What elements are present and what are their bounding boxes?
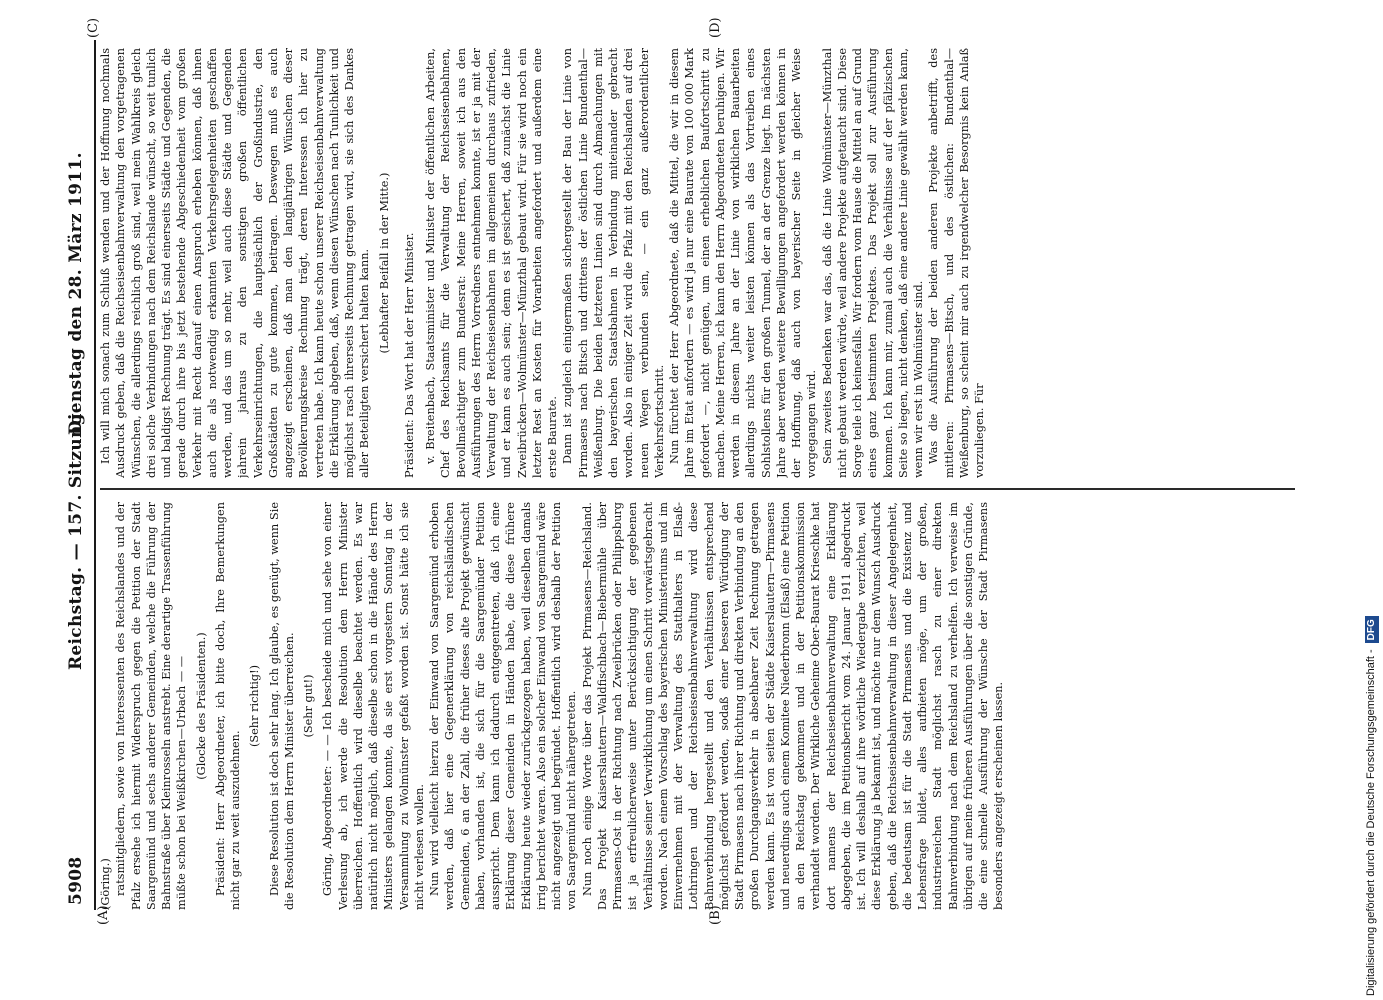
margin-mark-a: (A) [96,905,111,925]
stage-note: (Glocke des Präsidenten.) [194,632,208,780]
paragraph: ratsmitgliedern, sowie von Interessenten des Reichslandes und der Pfalz ersehe ich hiermit Widerspruch gegen die Petition der Stadt Saargemünd und sechs anderer Gemeinden, welche die Führung der Bahnstraße über Kleinrosseln anstrebt. Eine derartige Trassenführung müßte schon bei Weißkirchen—Urbach — — [114,502,189,910]
column-divider [100,489,1295,491]
paragraph: Präsident: Das Wort hat der Herr Minister. [402,232,416,478]
paragraph: Nun fürchtet der Herr Abgeordnete, daß die Mittel, die wir in diesem Jahre im Etat anfordern — es wird ja nur eine Baurate von 100 000 Mark gefordert —, nicht genügen, um einen erheblichen Baufortschritt zu machen. Meine Herren, ich kann den Herrn Abgeordneten beruhigen. Wir werden in diesem Jahre an der Linie von wirklichen Bauarbeiten allerdings nichts weiter leisten können als das Vortreiben eines Sohlstollens für den großen Tunnel, der an der Grenze liegt. Im nächsten Jahre aber werden weitere Bewilligungen angefordert werden können in der Hoffnung, daß auch von bayerischer Seite in gleicher Weise vorgegangen wird. [668,48,819,478]
right-column [98,48,1288,478]
page-number: 5908 [66,856,86,905]
margin-mark-b: (B) [708,905,723,925]
paragraph: Göring, Abgeordneter: — — Ich bescheide mich und sehe von einer Verlesung ab, ich werde die Resolution dem Herrn Minister überreichen. Hoffentlich wird dieselbe beachtet werden. Es war natürlich nicht möglich, daß dieselbe schon in die Hände des Herrn Ministers gelangen konnte, da sie erst vorgestern Sonntag in der Versammlung zu Wolmünster gefaßt worden ist. Sonst hätte ich sie nicht verlesen wollen. [321,502,426,910]
left-column [98,502,1288,910]
stage-note: (Sehr richtig!) [248,664,262,748]
paragraph: Nun noch einige Worte über das Projekt Pirmasens—Reichsland. Das Projekt Kaiserslautern—Waldfischbach—Biebermühle über Pirmasens-Ost in der Richtung nach Zweibrücken oder Philippsburg ist ja erfreulicherweise unter Berücksichtigung der gegebenen Verhältnisse seiner Verwirklichung um einen Schritt vorwärtsgebracht worden. Nach einem Vorschlag des bayerischen Ministeriums und im Einvernehmen mit der Verwaltung des Statthalters in Elsaß-Lothringen und der Reichseisenbahnverwaltung wird diese Bahnverbindung hergestellt und den Verhältnissen entsprechend möglichst gefördert werden, sodaß einer besseren Würdigung der Stadt Pirmasens nach ihrer Richtung und direkten Verbindung an den großen Durchgangsverkehr in absehbarer Zeit Rechnung getragen werden kann. Es ist von seiten der Städte Kaiserslautern—Pirmasens und neuerdings auch einem Komitee Niederbronn (Elsaß) eine Petition an den Reichstag gekommen und in der Petitionskommission verhandelt worden. Der Wirkliche Geheime Ober-Baurat Krieschke hat dort namens der Reichseisenbahnverwaltung eine Erklärung abgegeben, die im Petitionsbericht vom 24. Januar 1911 abgedruckt ist. Ich will deshalb auf ihre wörtliche Wiedergabe verzichten, weil diese Erklärung ja bekannt ist, und möchte nur dem Wunsch Ausdruck geben, daß die Reichseisenbahnverwaltung in dieser Angelegenheit, die bedeutsam ist für die Stadt Pirmasens und die Existenz und Lebensfrage bildet, alles aufbieten möge, um der großen, industriereichen Stadt möglichst rasch zu einer direkten Bahnverbindung nach dem Reichsland zu verhelfen. Ich verweise im übrigen auf meine früheren Ausführungen über die sonstigen Gründe, die eine schnelle Ausführung der Wünsche der Stadt Pirmasens besonders angezeigt erscheinen lassen. [580,502,1006,910]
paragraph: Nun wird vielleicht hierzu der Einwand von Saargemünd erhoben werden, daß hier eine Gegenerklärung von reichsländischen Gemeinden, 6 an der Zahl, die früher dieses alte Projekt gewünscht haben, vorhanden ist, die sich für die Saargemünder Petition ausspricht. Dem kann ich dadurch entgegentreten, daß ich eine Erklärung dieser Gemeinden in Händen habe, die diese frühere Erklärung heute wieder zurückgezogen haben, weil dieselben damals irrig berichtet waren. Also ein solcher Einwand von Saargemünd wäre nicht angezeigt und begründet. Hoffentlich wird deshalb der Petition von Saargemünd nicht nähergetreten. [428,502,579,910]
session-date: Dienstag den 28. März 1911. [66,152,86,435]
paragraph: Sein zweites Bedenken war das, daß die Linie Wolmünster—Münzthal nicht gebaut werden würde, weil andere Projekte aufgetaucht sind. Diese Sorge teile ich keinesfalls. Wir fordern vom Hause die Mittel an auf Grund eines ganz bestimmten Projektes. Das Projekt soll zur Ausführung kommen. Ich kann mir, zumal auch die Verhältnisse auf der pfälzischen Seite so liegen, nicht denken, daß eine andere Linie gewählt werden kann, wenn wir erst in Wolmünster sind. [820,48,925,478]
margin-mark-c: (C) [86,17,101,38]
stage-note: (Sehr gut!) [302,674,315,738]
speaker-tag: (Göring.) [99,858,112,910]
dfg-logo: DFG [1365,616,1379,643]
stage-note: (Lebhafter Beifall in der Mitte.) [377,172,391,354]
header-rule [94,40,96,910]
paragraph: Diese Resolution ist doch sehr lang. Ich glaube, es genügt, wenn Sie die Resolution dem Herrn Minister überreichen. [267,502,296,910]
dfg-credit-strip [1361,6,1381,996]
session-title: Reichstag. — 157. Sitzung. [66,406,86,670]
dfg-credit-text: Digitalisierung gefördert durch die Deutsche Forschungsgemeinschaft - [1365,649,1377,996]
paragraph: Was die Ausführung der beiden anderen Projekte anbetrifft, des mittleren: Pirmasens—Bitsch, und des östlichen: Bundenthal—Weißenburg, so scheint mir auch zu irgendwelcher Besorgnis kein Anlaß vorzuliegen. Für [927,48,986,478]
margin-mark-d: (D) [708,17,723,38]
paragraph: v. Breitenbach, Staatsminister und Minister der öffentlichen Arbeiten, Chef des Reichsamts für die Verwaltung der Reichseisenbahnen, Bevollmächtigter zum Bundesrat: Meine Herren, soweit ich aus den Ausführungen des Herrn Vorredners entnehmen konnte, ist er ja mit der Verwaltung der Reichseisenbahnen im allgemeinen durchaus zufrieden, und er kann es auch sein; denn es ist gesichert, daß zunächst die Linie Zweibrücken—Wolmünster—Münzthal gebaut wird. Für sie wird noch ein letzter Rest an Kosten für Vorarbeiten angefordert und außerdem eine erste Baurate. [424,48,559,478]
paragraph: Dann ist zugleich einigermaßen sichergestellt der Bau der Linie von Pirmasens nach Bitsch und drittens der östlichen Linie Bundenthal—Weißenburg. Die beiden letzteren Linien sind durch Abmachungen mit den bayerischen Staatsbahnen in Verbindung miteinander gebracht worden. Also in einiger Zeit wird die Pfalz mit den Reichslanden auf drei neuen Wegen verbunden sein, — ein ganz außerordentlicher Verkehrsfortschritt. [561,48,666,478]
paragraph: Ich will mich sonach zum Schluß wenden und der Hoffnung nochmals Ausdruck geben, daß die Reichseisenbahnverwaltung den vorgetragenen Wünschen, die allerdings reichlich groß sind, weil mein Wahlkreis gleich drei solche Verbindungen nach dem Reichslande wünscht, so weit tunlich und baldigst Rechnung trägt. Es sind einerseits Städte und Gegenden, die gerade durch ihre bis jetzt bestehende Abgeschiedenheit vom großen Verkehr mit Recht darauf einen Anspruch erheben können, daß ihnen auch die als notwendig erkannten Verkehrsgelegenheiten geschaffen werden, und das um so mehr, weil auch diese Städte und Gegenden jahrein jahraus zu den sonstigen großen öffentlichen Verkehrseinrichtungen, die hauptsächlich der Großindustrie, den Großstädten zu gute kommen, beitragen. Deswegen muß es auch angezeigt erscheinen, daß man den langjährigen Wünschen dieser Bevölkerungskreise Rechnung trägt, deren Interessen ich hier zu vertreten habe. Ich kann heute schon unserer Reichseisenbahnverwaltung die Erklärung abgeben, daß, wenn diesen Wünschen nach Tunlichkeit und möglichst rasch ihrerseits Rechnung getragen wird, sie sich des Dankes aller Beteiligten versichert halten kann. [99,48,372,478]
paragraph: Präsident: Herr Abgeordneter, ich bitte doch, Ihre Bemerkungen nicht gar zu weit auszudehnen. [213,502,242,910]
